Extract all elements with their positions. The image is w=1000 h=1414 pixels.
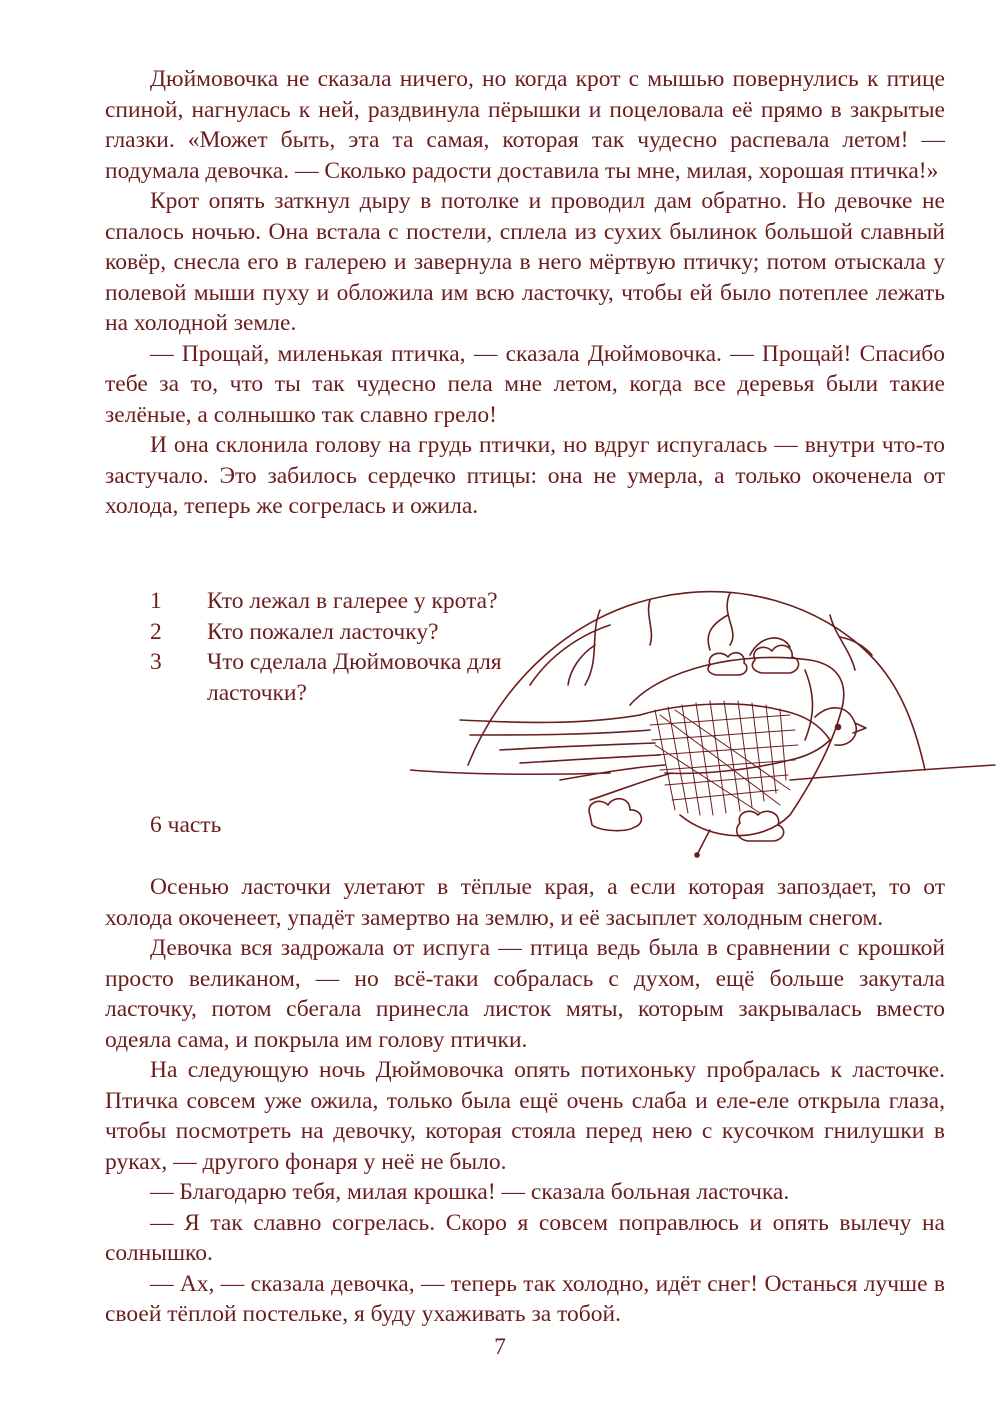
paragraph: — Ах, — сказала девочка, — теперь так холодно, идёт снег! Останься лучше в своей тёплой постельке, я буду ухаживать за тобой. [105, 1270, 945, 1327]
question-text: Кто пожалел ласточку? [207, 618, 439, 645]
question-number: 1 [150, 588, 162, 614]
story-text-top [105, 64, 945, 522]
paragraph: Девочка вся задрожала от испуга — птица ведь была в сравнении с крошкой просто великаном, — но всё-таки собралась с духом, ещё больше закутала ласточку, потом сбегала принесла листок мяты, которым закрывалась вместо одеяла сама, и покрыла им голову птички. [105, 935, 945, 1053]
paragraph: Крот опять заткнул дыру в потолке и проводил дам обратно. Но девочке не спалось ночью. Она встала с постели, сплела из сухих былинок большой славный ковёр, снесла его в галерею и завернула в него мёртвую птичку; потом отыскала у полевой мыши пуху и обложила им всю ласточку, чтобы ей было потеплее лежать на холодной земле. [105, 188, 945, 336]
question-text: Кто лежал в галерее у крота? [207, 588, 498, 614]
paragraph: На следующую ночь Дюймовочка опять потихоньку пробралась к ласточке. Птичка совсем уже ожила, только была ещё очень слаба и еле-еле открыла глаза, чтобы посмотреть на девочку, которая стояла перед нею с кусочком гнилушки в руках, — другого фонаря у неё не было. [105, 1057, 945, 1175]
question-text: Что сделала Дюймовочка для ласточки? [207, 649, 502, 706]
question-number: 3 [150, 649, 162, 675]
paragraph: — Прощай, миленькая птичка, — сказала Дюймовочка. — Прощай! Спасибо тебе за то, что ты так чудесно пела мне летом, когда все деревья были такие зелёные, а солнышко так славно грело! [105, 340, 945, 428]
section-title: 6 часть [150, 812, 222, 838]
question-number: 2 [150, 618, 162, 645]
story-text-bottom [105, 872, 945, 1330]
paragraph: Осенью ласточки улетают в тёплые края, а если которая запоздает, то от холода окоченеет, упадёт замертво на землю, и её засыплет холодным снегом. [105, 874, 945, 931]
paragraph: Дюймовочка не сказала ничего, но когда крот с мышью повернулись к птице спиной, нагнулась к ней, раздвинула пёрышки и поцеловала её прямо в закрытые глазки. «Может быть, эта та самая, которая так чудесно распевала летом! — подумала девочка. — Сколько радости доставила ты мне, милая, хорошая птичка!» [105, 66, 945, 184]
paragraph: — Благодарю тебя, милая крошка! — сказала больная ласточка. [150, 1179, 790, 1205]
paragraph: — Я так славно согрелась. Скоро я совсем поправлюсь и опять вылечу на солнышко. [105, 1209, 945, 1266]
paragraph: И она склонила голову на грудь птички, но вдруг испугалась — внутри что-то застучало. Это забилось сердечко птицы: она не умерла, а только окоченела от холода, теперь же согрелась и ожила. [105, 432, 945, 519]
page-number: 7 [494, 1334, 506, 1360]
swallow-illustration [410, 575, 1000, 860]
